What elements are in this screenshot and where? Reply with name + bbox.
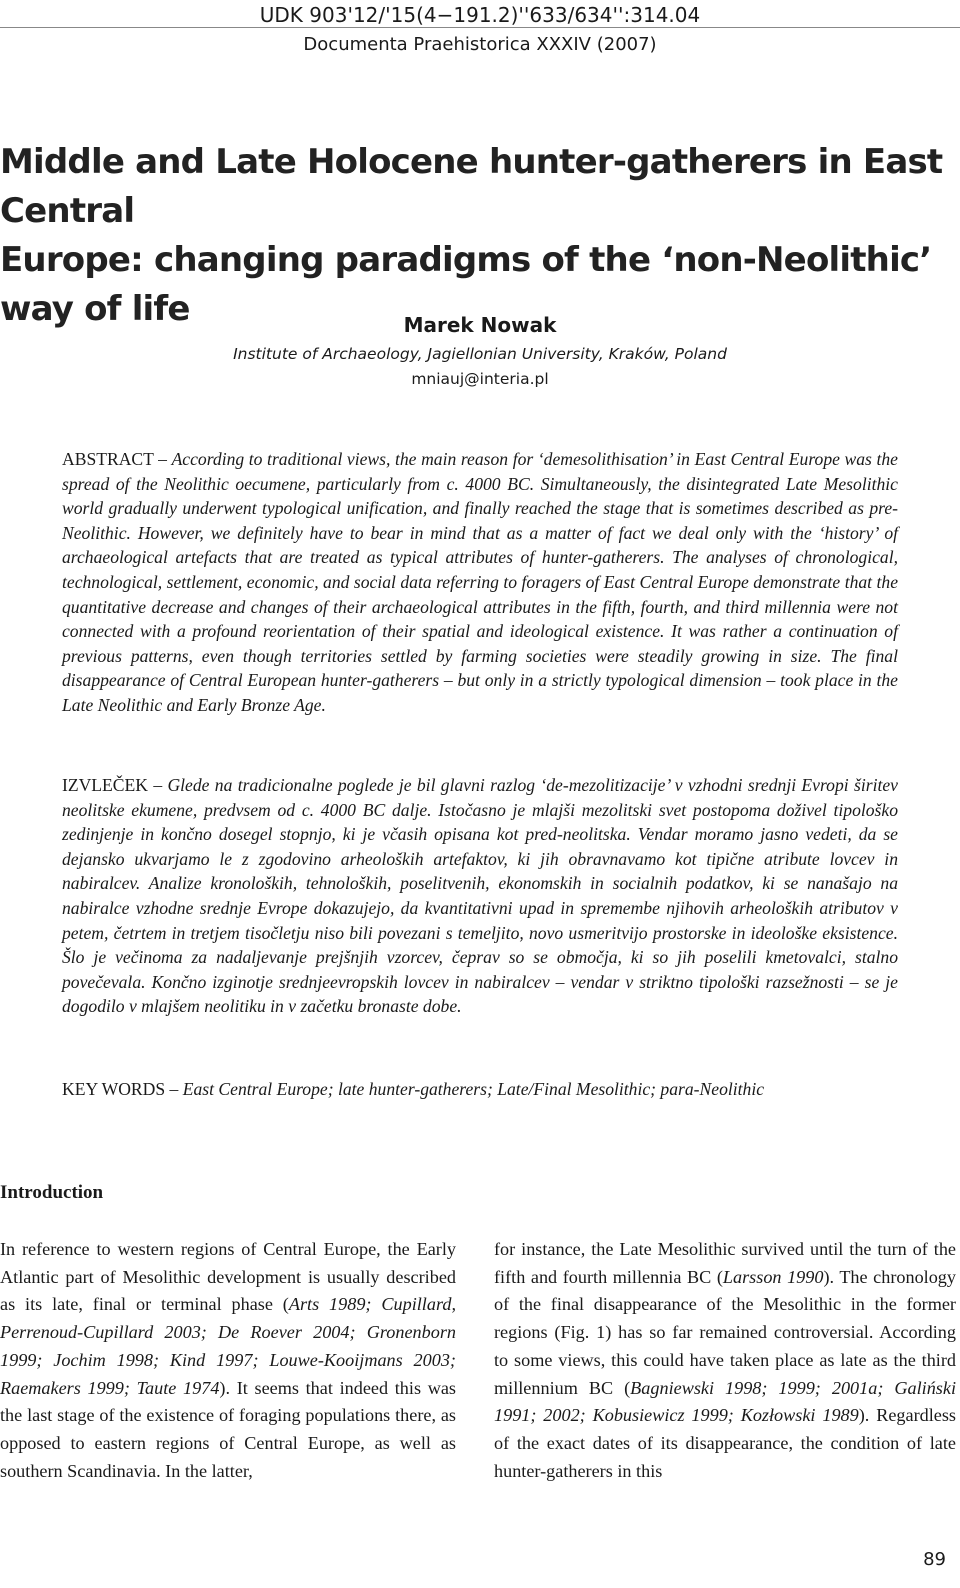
body-text: ). Regardless of the exact dates of its disappearance, the condition of late hunter-gatherers in this bbox=[494, 1405, 957, 1481]
paper-title-line-2: Europe: changing paradigms of the ‘non-Neolithic’ way of life bbox=[0, 240, 932, 329]
abstract-label: ABSTRACT – bbox=[62, 449, 167, 469]
keywords-text: East Central Europe; late hunter-gatherers; Late/Final Mesolithic; para-Neolithic bbox=[182, 1079, 765, 1099]
header-rule bbox=[0, 27, 960, 28]
body-column-right bbox=[494, 1236, 956, 1485]
abstract-english bbox=[62, 447, 898, 718]
journal-citation: Documenta Praehistorica XXXIV (2007) bbox=[303, 34, 657, 55]
izvlecek-text: Glede na tradicionalne poglede je bil glavni razlog ‘de-mezolitizacije’ v vzhodni srednji Evropi širitev neolitske ekumene, predvsem od c. 4000 BC dalje. Istočasno je mlajši mezolitski svet postopoma doživel tipološko zedinjenje in končno dosegel stopnjo, ki je včasih opisana kot pred-neolitska. Vendar moramo jasno vedeti, da se dejansko ukvarjamo le z zgodovino arheoloških artefaktov, ki jih obravnavamo kot tipične atribute lovcev in nabiralcev. Analize kronoloških, tehnoloških, poselitvenih, ekonomskih in socialnih podatkov, ki se nanašajo na nabiralce vzhodne srednje Evrope dokazujejo, da kvantitativni upad in spremembe njihovih arheoloških atributov v petem, četrtem in tretjem tisočletju niso bili povezani s temeljito, novo usmeritvijo prostorske in ideološke eksistence. Šlo je večinoma za nadaljevanje prejšnjih vzorcev, čeprav so se območja, ki so jih poselili kmetovalci, stalno povečevala. Končno izginotje srednjeevropskih lovcev in nabiralcev – vendar v striktno tipološki razsežnosti – se je dogodilo v mlajšem neolitiku in v začetku bronaste dobe. bbox=[62, 775, 898, 1017]
body-text: for instance, the Late Mesolithic survived until the turn of the fifth and fourth millennia BC ( bbox=[494, 1239, 956, 1287]
keywords bbox=[62, 1077, 898, 1102]
citation: Bagniewski 1998; 1999; 2001a; Galiński 1991; 2002; Kobusiewicz 1999; Kozłowski 1989 bbox=[494, 1377, 957, 1426]
abstract-text: According to traditional views, the main reason for ‘demesolithisation’ in East Central Europe was the spread of the Neolithic oecumene, particularly from c. 4000 BC. Simultaneously, the disintegrated Late Mesolithic world gradually underwent typological unification, and finally reached the stage that is sometimes described as pre-Neolithic. However, we definitely have to bear in mind that as a matter of fact we deal only with the ‘history’ of archaeological artefacts that are treated as typical attributes of hunter-gatherers. The analyses of chronological, technological, settlement, economic, and social data referring to foragers of East Central Europe demonstrate that the quantitative decrease and changes of their archaeological attributes in the fifth, fourth, and third millennia were not connected with a profound reorientation of their spatial and ideological existence. It was rather a continuation of previous patterns, even though territories settled by farming societies were steadily growing in size. The final disappearance of Central European hunter-gatherers – but only in a strictly typological dimension – took place in the Late Neolithic and Early Bronze Age. bbox=[62, 449, 898, 715]
author-email: mniauj@interia.pl bbox=[411, 370, 549, 388]
izvlecek-label: IZVLEČEK – bbox=[62, 775, 163, 795]
body-column-left bbox=[0, 1236, 456, 1485]
body-text: ). The chronology of the final disappearance of the Mesolithic in the former regions (Fig. 1) has so far remained controversial. According to some views, this could have taken place as late as the third millennium BC ( bbox=[494, 1266, 956, 1398]
citation: Larsson 1990 bbox=[722, 1266, 824, 1287]
page-number: 89 bbox=[923, 1549, 946, 1570]
paper-title bbox=[0, 138, 960, 334]
body-text: ). It seems that indeed this was the last stage of the existence of foraging populations there, as opposed to eastern regions of Central Europe, as well as southern Scandinavia. In the latter, bbox=[0, 1377, 456, 1481]
paper-title-line-1: Middle and Late Holocene hunter-gatherers in East Central bbox=[0, 142, 943, 231]
author-name: Marek Nowak bbox=[403, 313, 557, 337]
keywords-label: KEY WORDS – bbox=[62, 1079, 179, 1099]
author-affiliation: Institute of Archaeology, Jagiellonian University, Kraków, Poland bbox=[233, 345, 727, 363]
abstract-slovenian bbox=[62, 773, 898, 1019]
body-text: In reference to western regions of Central Europe, the Early Atlantic part of Mesolithic development is usually described as its late, final or terminal phase ( bbox=[0, 1239, 456, 1315]
section-heading-introduction: Introduction bbox=[0, 1182, 104, 1203]
udk-classification: UDK 903'12/'15(4−191.2)''633/634'':314.04 bbox=[259, 3, 701, 27]
citation: Arts 1989; Cupillard, Perrenoud-Cupillard 2003; De Roever 2004; Gronenborn 1999; Jochim 1998; Kind 1997; Louwe-Kooijmans 2003; Raemakers 1999; Taute 1974 bbox=[0, 1294, 456, 1398]
